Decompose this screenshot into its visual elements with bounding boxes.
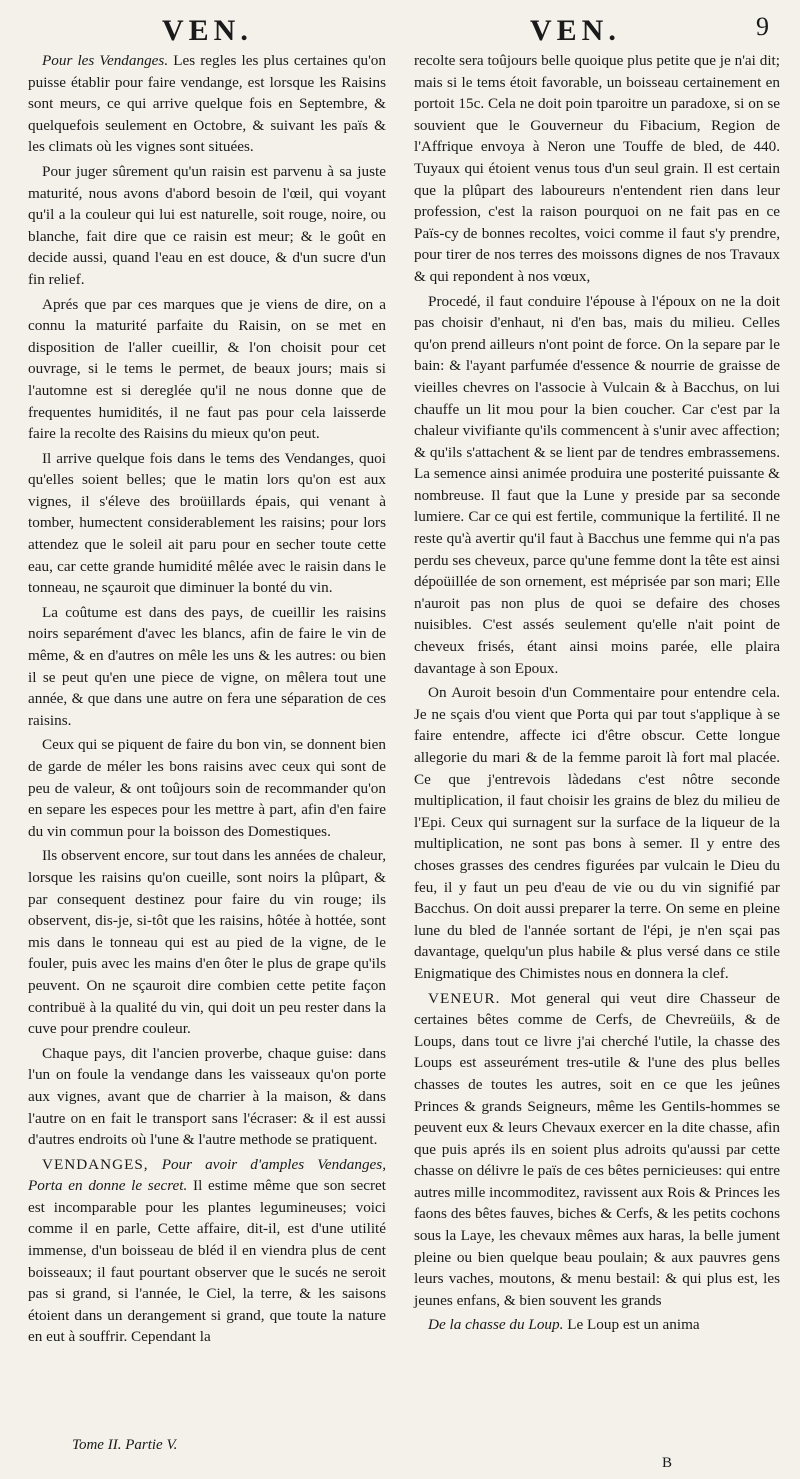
subheading-chasse-du-loup: De la chasse du Loup. (428, 1316, 564, 1334)
entry-heading-veneur: VENEUR. (428, 989, 501, 1007)
paragraph-chasse-loup (414, 1314, 780, 1336)
signature-mark: B (662, 1455, 673, 1471)
paragraph-bon-vin: Ceux qui se piquent de faire du bon vin, se donnent bien de garde de méler les bons raisins avec ceux qui sont de peu de valeur, & ont toûjours soin de recommander qu'on en separe les especes pour les mettre à part, afin d'en faire du vin commun pour la boisson des Domestiques. (28, 736, 386, 840)
page-number: 9 (756, 12, 769, 41)
paragraph-recolte: recolte sera toûjours belle quoique plus petite que je n'ai dit; mais si le tems étoit favorable, un boisseau certainement en portoit 15c. Cela ne doit poin tparoitre un paradoxe, si on se souvient que le Gouverneur du Fibacium, Region de l'Affrique envoya à Neron une Touffe de bled, de 440. Tuyaux qui étoient venus tous d'un seul grain. Il est certain que la plûpart des laboureurs n'entendent rien dans leur profession, c'est la raison pourquoi on ne fait pas en ce Païs-cy de bonnes recoltes, voici comme il faut s'y prendre, pour tirer de nos terres des moissons dignes de nos Travaux & qui repondent à nos vœux, (414, 52, 780, 285)
paragraph-maturite: Pour juger sûrement qu'un raisin est parvenu à sa juste maturité, nous avons d'abord besoin de l'œil, qui voyant qu'il a la couleur qui lui est naturelle, soit rouge, noire, ou blanche, fait dire que ce raisin est meur; & le goût en decide aussi, quand l'eau en est douce, & d'un sucre d'un fin relief. (28, 162, 386, 288)
paragraph-text: Les regles les plus certaines qu'on puisse établir pour faire vendange, est lorsque les Raisins sont meurs, ce qui arrive quelque fois en Septembre, & quelquefois seulement en Octobre, & suivant les païs & les climats où les vignes sont situées. (28, 52, 386, 156)
paragraph-vendanges-porta (28, 1154, 386, 1348)
paragraph-vendanges-intro (28, 50, 386, 158)
paragraph-brouillards: Il arrive quelque fois dans le tems des Vendanges, quoi qu'elles soient belles; que le matin lors qu'on est aux vignes, il s'éleve des broüillards épais, qui venant à tomber, humectent considerablement les raisins; pour lors attendez que le soleil ait paru pour en secher toute cette eau, car cette grande humidité mêlée avec le raisin dans le tonneau, ne sçauroit que diminuer la bonté du vin. (28, 449, 386, 597)
lead-pour-les-vendanges: Pour les Vendanges. (42, 52, 169, 69)
paragraph-text: Il estime même que son secret est incomparable pour les plantes legumineuses; voici comme il en parle, Cette affaire, dit-il, est d'une utilité immense, d'un boisseau de bléd il en viendra plus de cent boisseaux; il faut pourtant observer que le sucés ne seroit pas si grand, si l'année, le Ciel, la terre, & les saisons étoient dans un derangement si grand, que toute la nature en eut à souffrir. Cependant la (28, 1177, 386, 1346)
entry-heading-vendanges: VENDANGES, (42, 1155, 149, 1173)
paragraph-observent: Ils observent encore, sur tout dans les années de chaleur, lorsque les raisins qu'on cueille, sont noirs la plûpart, & par consequent destinez pour faire du vin rouge; ils observent, dis-je, si-tôt que les raisins, hôtée à hottée, sont mis dans le tonneau qui est au pied de la vigne, de le fouler, puis avec les mains d'en ôter le plus de grape qu'ils peuvent. On ne sçauroit dire combien cette petite façon contribuë à la qualité du vin, qui doit un peu rester dans la cuve pour prendre couleur. (28, 847, 386, 1038)
paragraph-veneur (414, 988, 780, 1312)
running-head-left: VEN. (162, 14, 253, 47)
footer-volume: Tome II. Partie V. (72, 1437, 178, 1453)
paragraph-coutume: La coûtume est dans des pays, de cueillir les raisins noirs separément d'avec les blancs, afin de faire le vin de même, & en d'autres on mêle les uns & les autres: ou bien il se peut qu'en une piece de vigne, on mêlera tout une année, & que dans une autre on fera une séparation de ces raisins. (28, 603, 386, 729)
paragraph-commentaire: On Auroit besoin d'un Commentaire pour entendre cela. Je ne sçais d'ou vient que Porta qui par tout s'applique à se faire entendre, affecte ici d'être obscur. Cette longue allegorie du mari & de la femme paroit là fort mal placée. Ce que j'entrevois làdedans c'est nôtre seconde multiplication, il faut choisir les grains de blez du milieu de l'Epi. Ceux qui surnagent sur la surface de la liqueur de la multiplication, ne sont pas bons à semer. Il y entre des choses grasses des cendres figurées par vulcain le Dieu du feu, il y faut un peu d'eau de vie ou du vin signifié par Bacchus. On doit aussi preparer la terre. On seme en pleine lune du bled de l'année sortant de l'épi, je n'en sçai pas davantage, quelqu'un plus habile & plus versé dans ce stile Enigmatique des Chimistes nous en donnera la clef. (414, 684, 780, 982)
paragraph-proverbe: Chaque pays, dit l'ancien proverbe, chaque guise: dans l'un on foule la vendange dans les vaisseaux qu'on porte aux vignes, avant que de charrier à la maison, & dans l'autre on en fait le transport sans l'écraser: & il est aussi d'autres endroits où l'une & l'autre methode se pratiquent. (28, 1044, 386, 1149)
paragraph-cueillir: Aprés que par ces marques que je viens de dire, on a connu la maturité parfaite du Raisin, on se met en disposition de l'aller cueillir, & l'on choisit pour cet ouvrage, si le tems le permet, de beaux jours; mais si l'automne est si dereglée qu'il ne nous donne que de frequentes humidités, il ne faut pas pour cela laisserde faire la recolte des Raisins du mieux qu'on peut. (28, 295, 386, 443)
running-head-right: VEN. (530, 14, 621, 47)
paragraph-procede: Procedé, il faut conduire l'épouse à l'époux on ne la doit pas choisir d'enhaut, ni d'en bas, mais du milieu. Celles qu'on prend ailleurs n'ont point de force. On la separe par le bain: & l'ayant parfumée d'essence & nourrie de graisse de vieilles chevres on l'associe à Vulcain & à Bacchus, on lui chauffe un lit mou pour la bien coucher. Car c'est par la chaleur vivifiante qu'ils commencent à s'unir avec affection; & qu'ils s'attachent & se lient par de tendres embrassemens. La semence ainsi animée produira une posterité puissante & nombreuse. Il faut que la Lune y preside par sa seconde lumiere. Car ce qui est fertile, communique la fertilité. Il ne reste qu'à avertir qu'il faut à Bacchus une femme qui n'a pas perdu ses cheveux, parce qu'une femme dont la tête est ainsi dépoüillée de son ornement, est méprisée par son mari; Elle n'auroit pas non plus de quoi se defaire des choses nuisibles. C'est assés seulement qu'elle n'ait point de cheveux frisés, étant ainsi moins parée, elle plaira davantage à son Epoux. (414, 292, 780, 677)
paragraph-text: Mot general qui veut dire Chasseur de certaines bêtes comme de Cerfs, de Chevreüils, & de Loups, dans tout ce livre j'ai cherché l'utile, la chasse des Loups est asseurément tres-utile & l'une des plus belles chasses de toutes les autres, soit en ce que les jeûnes Princes & grands Seigneurs, même les Gentils-hommes se peuvent eux & leurs Chevaux exercer en la dite chasse, afin que puis aprés ils en soient plus adroits qu'aussi par cette chasse on délivre le païs de ces bêtes pernicieuses: qui entre autres mille incommoditez, ravissent aux Rois & Princes les faons des bêtes fauves, biches & Cerfs, & les petits cochons sous la Laye, les chevaux mêmes aux haras, la belle jument pleine ou bien quelque beau poulain; & aux pauvres gens leurs vaches, moutons, & menu bestail: & qui plus est, les jeunes enfans, & bien souvent les grands (414, 989, 780, 1309)
right-column (414, 50, 780, 1336)
paragraph-text: Le Loup est un anima (563, 1316, 700, 1334)
entry-subtitle: Pour avoir d'amples Vendanges, Porta en donne le secret. (28, 1155, 386, 1195)
left-column (28, 50, 386, 1348)
